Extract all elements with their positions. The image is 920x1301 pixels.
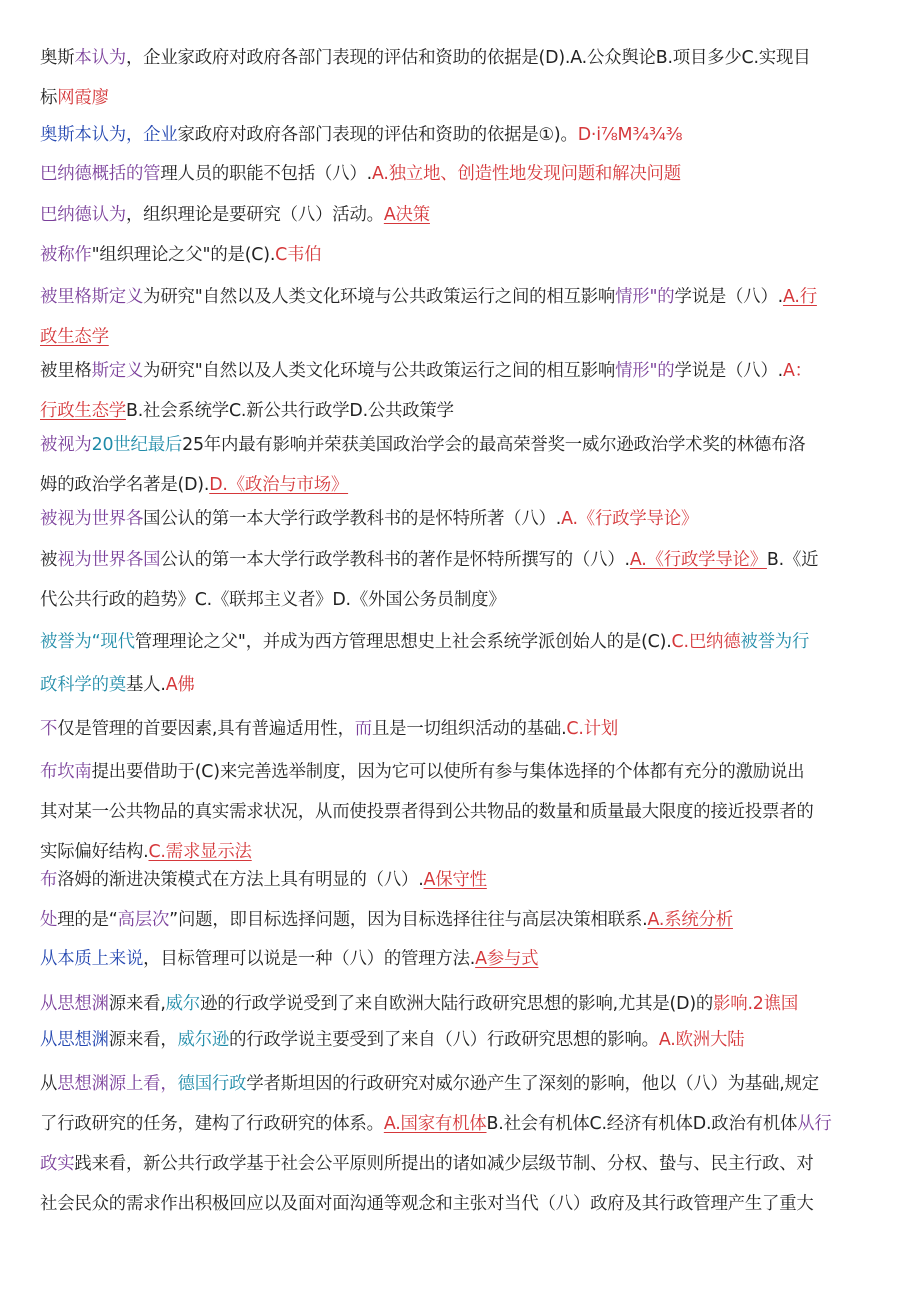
text-run: 且是一切组织活动的基础. <box>371 719 567 739</box>
entry-7 <box>40 351 882 431</box>
text-run: 理人员的职能不包括（八）. <box>160 164 372 184</box>
entry-line <box>40 115 882 155</box>
text-run: 仅是管理的首要因素,具有普遍适用性， <box>57 719 355 739</box>
entry-line <box>40 665 882 705</box>
answer-text: 影响.2谯国 <box>713 994 799 1014</box>
text-run: 本认为 <box>74 48 126 68</box>
text-run: 被誉为行 <box>740 632 810 652</box>
text-run: 巴纳德认为 <box>40 205 126 225</box>
entry-line <box>40 154 882 194</box>
text-run: 提出要借助于(C)来完善选举制度，因为它可以使所有参与集体选择的个体都有充分的激励说出 <box>91 762 805 782</box>
entry-line <box>40 78 882 118</box>
entry-line <box>40 1020 882 1060</box>
answer-text: A： <box>782 361 812 381</box>
entry-line <box>40 351 882 391</box>
entry-line <box>40 540 882 580</box>
entry-line <box>40 1144 882 1184</box>
text-run: 奥斯本认为，企业 <box>40 125 178 145</box>
entry-line <box>40 622 882 665</box>
text-run: 奥斯 <box>40 48 75 68</box>
text-run: 姆的政治学名著是(D). <box>40 475 210 495</box>
answer-text: C韦伯 <box>275 245 322 265</box>
entry-line <box>40 860 882 900</box>
text-run: 管理理论之父"，并成为西方管理思想史上社会系统学派创始人的是(C). <box>134 632 672 652</box>
entry-line <box>40 752 882 792</box>
answer-text: A保守性 <box>423 870 487 890</box>
answer-text: A.《行政学导论》 <box>629 550 767 570</box>
text-run: 公认的第一本大学行政学教科书的著作是怀特所撰写的（八）. <box>160 550 630 570</box>
answer-text: C.巴纳德 <box>671 632 741 652</box>
text-run: 其对某一公共物品的真实需求状况，从而使投票者得到公共物品的数量和质量最大限度的接近投票者的 <box>40 802 814 822</box>
answer-text: A.国家有机体 <box>383 1114 487 1134</box>
text-run: 洛姆的渐进决策模式在方法上具有明显的（八）. <box>57 870 424 890</box>
text-run: 处 <box>40 910 58 930</box>
entry-9 <box>40 499 882 539</box>
entry-line <box>40 195 882 235</box>
text-run: 被里格斯定义 <box>40 287 144 307</box>
answer-text: A决策 <box>383 205 430 225</box>
text-run: 被视为 <box>40 435 92 455</box>
entry-16 <box>40 939 882 979</box>
text-run: 被里格 <box>40 361 92 381</box>
entry-line <box>40 425 882 465</box>
entry-line <box>40 900 882 940</box>
answer-text: D.《政治与市场》 <box>209 475 349 495</box>
text-run: 了行政研究的任务，建构了行政研究的体系。 <box>40 1114 384 1134</box>
text-run: 代公共行政的趋势》C.《联邦主义者》D.《外国公务员制度》 <box>40 590 506 610</box>
text-run: 实际偏好结构. <box>40 842 149 862</box>
answer-text: A.行 <box>782 287 817 307</box>
entry-4 <box>40 195 882 235</box>
text-run: 巴纳德概括的管 <box>40 164 161 184</box>
entry-line <box>40 939 882 979</box>
text-run: 20世纪最后 <box>91 435 183 455</box>
text-run: 25年内最有影响并荣获美国政治学会的最高荣誉奖一威尔逊政治学术奖的林德布洛 <box>182 435 806 455</box>
entry-17 <box>40 984 882 1024</box>
text-run: 被视为世界各 <box>40 509 144 529</box>
text-run: 被称作 <box>40 245 92 265</box>
entry-10 <box>40 540 882 620</box>
text-run: 家政府对政府各部门表现的评估和资助的依据是①)。 <box>177 125 578 145</box>
text-run: 基人. <box>125 675 166 695</box>
entry-13 <box>40 752 882 872</box>
text-run: 学者斯坦因的行政研究对威尔逊产生了深刻的影响，他以（八）为基础,规定 <box>246 1074 819 1094</box>
entry-15 <box>40 900 882 940</box>
entry-line <box>40 1184 882 1224</box>
answer-text: 政生态学 <box>40 327 109 347</box>
entry-line <box>40 1104 882 1144</box>
entry-1 <box>40 38 882 118</box>
answer-text: A参与式 <box>475 949 539 969</box>
text-run: ，企业家政府对政府各部门表现的评估和资助的依据是(D).A.公众舆论B.项目多少C.实现目 <box>125 48 811 68</box>
text-run: 政科学的奠 <box>40 675 126 695</box>
text-run: 为研究"自然以及人类文化环境与公共政策运行之间的相互影响 <box>143 287 616 307</box>
text-run: 学说是（八）. <box>674 287 783 307</box>
text-run: 标 <box>40 88 58 108</box>
entry-12 <box>40 709 882 749</box>
entry-11 <box>40 622 882 705</box>
text-run: 而 <box>354 719 372 739</box>
entry-18 <box>40 1020 882 1060</box>
answer-text: D·i⅞M¾¾⅜ <box>577 125 683 145</box>
text-run: 被 <box>40 550 58 570</box>
text-run: 的行政学说主要受到了来自（八）行政研究思想的影响。 <box>229 1030 659 1050</box>
entry-line <box>40 1064 882 1104</box>
entry-5 <box>40 235 882 275</box>
answer-text: 行政生态学 <box>40 401 126 421</box>
entry-14 <box>40 860 882 900</box>
text-run: 视为世界各国 <box>57 550 161 570</box>
text-run: 不 <box>40 719 58 739</box>
text-run: 布 <box>40 870 58 890</box>
text-run: B.社会系统学C.新公共行政学D.公共政策学 <box>125 401 454 421</box>
entry-8 <box>40 425 882 505</box>
text-run: 威尔 <box>165 994 201 1014</box>
text-run: 源来看, <box>108 994 166 1014</box>
text-run: 从本质上来说 <box>40 949 144 969</box>
text-run: 情形"的 <box>615 361 675 381</box>
text-run: ，目标管理可以说是一种（八）的管理方法. <box>143 949 476 969</box>
text-run: 理的是“ <box>57 910 118 930</box>
text-run: 德国行政 <box>177 1074 247 1094</box>
text-run: "组织理论之父"的是(C). <box>91 245 276 265</box>
answer-text: A.独立地、创造性地发现问题和解决问题 <box>371 164 681 184</box>
entry-3 <box>40 154 882 194</box>
text-run: 从思想渊 <box>40 994 109 1014</box>
text-run: 学说是（八）. <box>674 361 783 381</box>
answer-text: A.《行政学导论》 <box>561 509 699 529</box>
text-run: B.社会有机体C.经济有机体D.政治有机体 <box>486 1114 798 1134</box>
entry-6 <box>40 277 882 357</box>
text-run: 源来看， <box>108 1030 178 1050</box>
entry-line <box>40 277 882 317</box>
text-run: 威尔逊 <box>177 1030 230 1050</box>
text-run: 高层次 <box>117 910 170 930</box>
text-run: 情形"的 <box>615 287 675 307</box>
entry-line <box>40 38 882 78</box>
entry-line <box>40 709 882 749</box>
text-run: 从 <box>40 1074 58 1094</box>
text-run: 布坎南 <box>40 762 92 782</box>
answer-text: C.需求显示法 <box>148 842 252 862</box>
entry-line <box>40 984 882 1024</box>
text-run: 国公认的第一本大学行政学教科书的是怀特所著（八）. <box>143 509 562 529</box>
text-run: 逊的行政学说受到了来自欧洲大陆行政研究思想的影响,尤其是(D)的 <box>200 994 714 1014</box>
text-run: ”问题，即目标选择问题，因为目标选择往往与高层决策相联系. <box>169 910 648 930</box>
text-run: 从行 <box>797 1114 832 1134</box>
answer-text: A.系统分析 <box>647 910 733 930</box>
text-run: 从思想渊 <box>40 1030 109 1050</box>
entry-line <box>40 792 882 832</box>
answer-text: C.计划 <box>566 719 619 739</box>
entry-line <box>40 499 882 539</box>
answer-text: A佛 <box>165 675 195 695</box>
text-run: 社会民众的需求作出积极回应以及面对面沟通等观念和主张对当代（八）政府及其行政管理产生了重大 <box>40 1194 814 1214</box>
entry-line <box>40 580 882 620</box>
text-run: 思想渊源上看， <box>57 1074 178 1094</box>
text-run: ，组织理论是要研究（八）活动。 <box>125 205 384 225</box>
text-run: 斯定义 <box>91 361 144 381</box>
text-run: B.《近 <box>766 550 819 570</box>
text-run: 践来看，新公共行政学基于社会公平原则所提出的诸如减少层级节制、分权、蛰与、民主行政、对 <box>74 1154 814 1174</box>
answer-text: A.欧洲大陆 <box>658 1030 745 1050</box>
answer-text: 网霞廖 <box>57 88 109 108</box>
text-run: 政实 <box>40 1154 75 1174</box>
entry-19 <box>40 1064 882 1224</box>
text-run: 为研究"自然以及人类文化环境与公共政策运行之间的相互影响 <box>143 361 616 381</box>
text-run: 被誉为“现代 <box>40 632 135 652</box>
entry-line <box>40 235 882 275</box>
entry-2 <box>40 115 882 155</box>
